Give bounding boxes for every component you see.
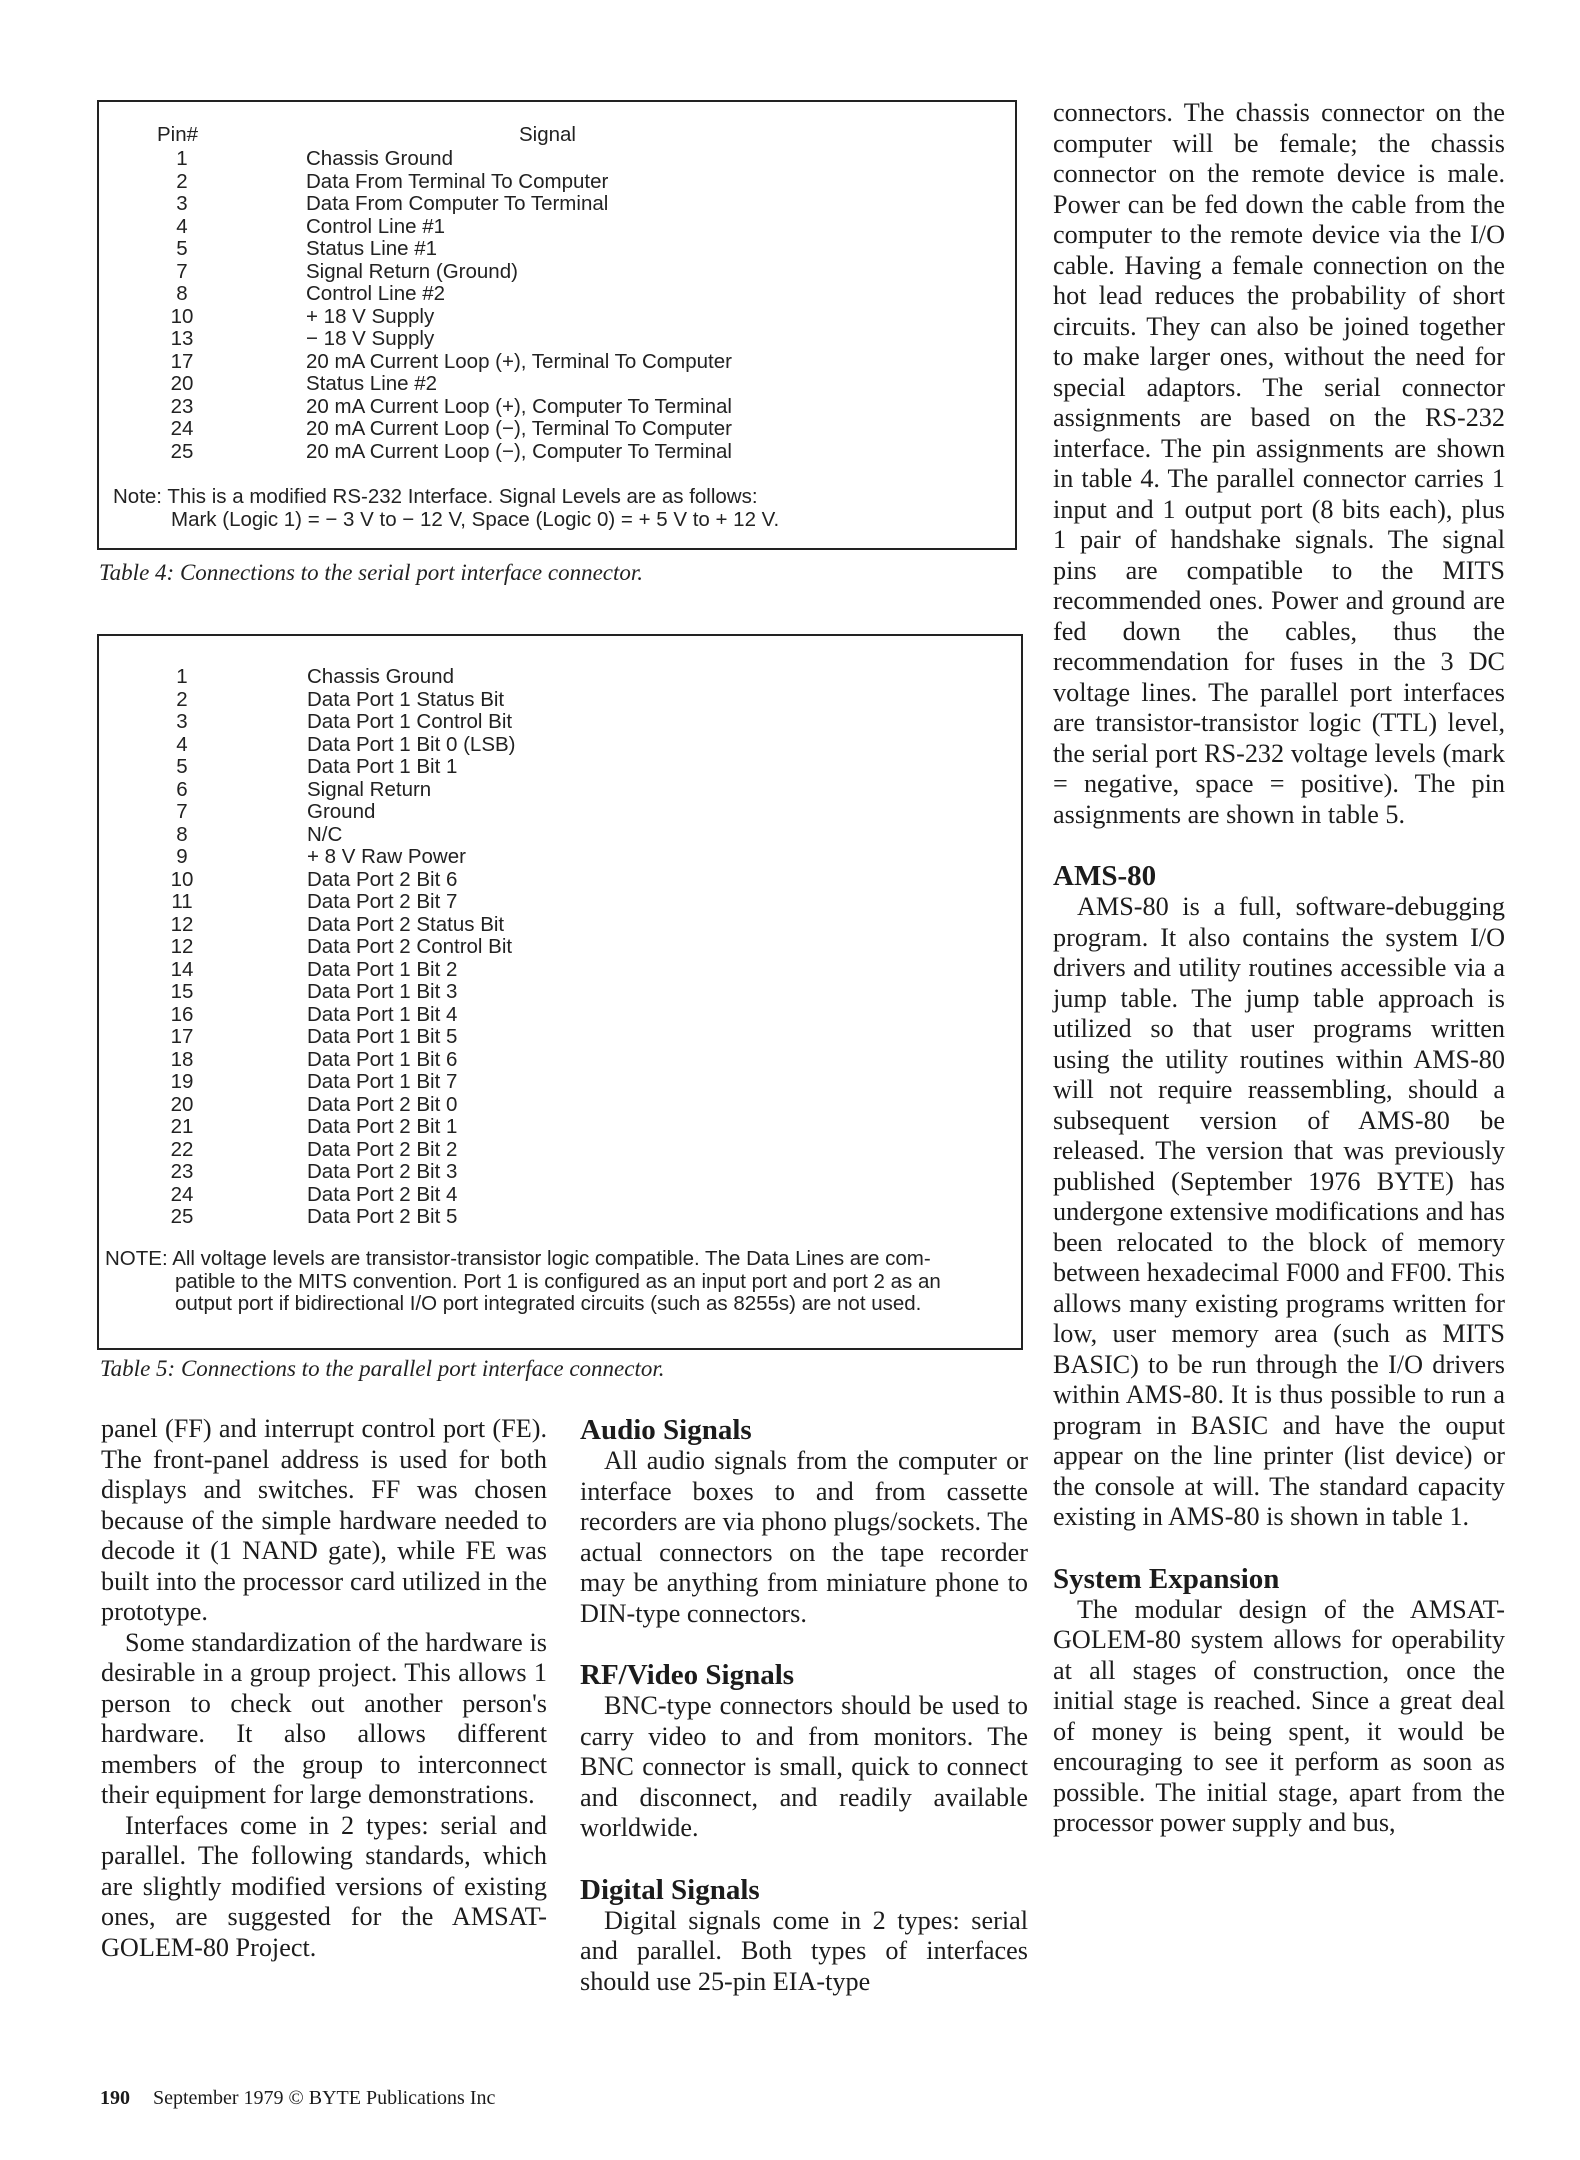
system-expansion-heading: System Expansion: [1053, 1562, 1280, 1595]
table-4-signal-column: [306, 148, 732, 463]
table-5-pin: 12: [170, 935, 194, 958]
table-4: [97, 100, 1017, 550]
table-4-pin-column: [152, 148, 212, 463]
col1-paragraph-2: Some standardization of the hardware is desirable in a group project. This allows 1 person to check out another person's hardware. It also allows different members of the group to interconnect their equipment for large demonstrations.: [101, 1627, 547, 1809]
table-4-caption: Table 4: Connections to the serial port interface connector.: [99, 560, 644, 585]
table-5-signal: Data Port 1 Bit 4: [307, 1002, 458, 1026]
table-5-pin: 1: [176, 665, 188, 688]
table-5-pin-column: [152, 666, 212, 1229]
col1-paragraph-3: Interfaces come in 2 types: serial and parallel. The following standards, which are slightly modified versions of existing ones, are suggested for the AMSAT-GOLEM-80 Project.: [101, 1810, 547, 1962]
table-5-pin: 20: [170, 1092, 194, 1116]
table-4-note: Note: This is a modified RS-232 Interface. Signal Levels are as follows: Mark (Logic 1) = − 3 V to − 12 V, Space (Logic 0) = + 5 V to + 12 V.: [113, 485, 780, 531]
ams-80-heading: AMS-80: [1053, 860, 1157, 892]
table-5-pin: 5: [176, 755, 188, 778]
table-4-pin: 8: [176, 282, 188, 305]
audio-signals-text: All audio signals from the computer or interface boxes to and from cassette recorders are via phono plugs/sockets. The actual connectors on the tape recorder may be anything from miniature phone to DIN-type connectors.: [580, 1446, 1028, 1628]
col3-paragraph-1: connectors. The chassis connector on the computer will be female; the chassis connector on the remote device is male. Power can be fed down the cable from the computer to the remote device via the I/O cable. Having a female connection on the hot lead reduces the probability of short circuits. They can also be joined together to make larger ones, without the need for special adaptors. The serial connector assignments are based on the RS-232 interface. The pin assignments are shown in table 4. The parallel connector carries 1 input and 1 output port (8 bits each), plus 1 pair of handshake signals. The signal pins are compatible to the MITS recommended ones. Power and ground are fed down the cables, thus the recommendation for fuses in the 3 DC voltage lines. The parallel port interfaces are transistor-transistor logic (TTL) level, the serial port RS-232 voltage levels (mark = negative, space = positive). The pin assignments are shown in table 5.: [1053, 98, 1505, 829]
table-5-signal: Signal Return: [307, 777, 432, 801]
table-5-pin: 7: [176, 800, 188, 823]
audio-signals-heading: Audio Signals: [580, 1414, 752, 1446]
table-5-signal: Data Port 1 Bit 5: [307, 1025, 458, 1048]
table-5: [97, 634, 1023, 1350]
table-5-pin: 9: [176, 845, 188, 868]
table-5-signal: Data Port 2 Bit 0: [307, 1092, 458, 1116]
rf-video-heading: RF/Video Signals: [580, 1659, 795, 1691]
page-number: 190: [100, 2087, 130, 2109]
table-5-pin: 12: [170, 912, 194, 936]
table-5-signal: Data Port 1 Bit 2: [307, 957, 458, 981]
table-5-pin: 16: [170, 1002, 194, 1026]
table-4-pin: 3: [176, 192, 188, 215]
table-5-pin: 18: [170, 1047, 194, 1071]
table-4-signal: Status Line #1: [306, 237, 438, 260]
table-5-signal: Data Port 1 Bit 7: [307, 1070, 458, 1093]
digital-signals-text: Digital signals come in 2 types: serial and parallel. Both types of interfaces should use 25-pin EIA-type: [580, 1905, 1028, 1996]
table-4-signal: Status Line #2: [306, 372, 438, 395]
table-5-signal: Data Port 2 Bit 7: [307, 890, 458, 913]
table-5-pin: 3: [176, 710, 188, 733]
table-5-signal: Ground: [307, 800, 376, 823]
footer-publication: September 1979 © BYTE Publications Inc: [153, 2087, 496, 2109]
table-5-signal: Data Port 2 Bit 5: [307, 1205, 458, 1228]
table-5-signal-column: [307, 666, 516, 1229]
table-4-signal: 20 mA Current Loop (−), Computer To Terminal: [306, 439, 732, 463]
table-4-pin: 4: [176, 214, 188, 238]
column-3: [1053, 98, 1505, 1839]
table-4-pin: 17: [170, 349, 194, 373]
table-4-signal: Control Line #1: [306, 214, 446, 238]
table-4-signal: Chassis Ground: [306, 147, 453, 170]
table-5-pin: 6: [176, 777, 188, 801]
table-4-pin: 13: [170, 327, 194, 350]
table-5-signal: + 8 V Raw Power: [307, 845, 466, 868]
table-4-signal: 20 mA Current Loop (+), Computer To Terminal: [306, 394, 732, 418]
table-4-pin: 20: [170, 372, 194, 395]
table-5-signal: Data Port 1 Bit 1: [307, 755, 458, 778]
table-4-signal: Signal Return (Ground): [306, 259, 518, 283]
table-5-pin: 23: [170, 1160, 194, 1183]
table-5-signal: Chassis Ground: [307, 665, 454, 688]
table-4-signal: Data From Computer To Terminal: [306, 192, 609, 215]
table-4-signal: 20 mA Current Loop (−), Terminal To Computer: [306, 417, 732, 440]
digital-signals-heading: Digital Signals: [580, 1873, 760, 1906]
table-5-signal: Data Port 1 Status Bit: [307, 687, 505, 711]
table-5-pin: 8: [176, 822, 188, 846]
table-5-caption: Table 5: Connections to the parallel port interface connector.: [100, 1356, 665, 1381]
rf-video-text: BNC-type connectors should be used to carry video to and from monitors. The BNC connector is small, quick to connect and disconnect, and readily available worldwide.: [580, 1691, 1028, 1842]
table-4-signal: Data From Terminal To Computer: [306, 169, 609, 193]
table-4-signal: Control Line #2: [306, 282, 446, 305]
page-footer: [100, 2087, 495, 2110]
table-4-pin: 10: [170, 304, 194, 328]
column-2: [580, 1414, 1028, 1997]
table-4-pin: 1: [176, 147, 188, 170]
table-5-signal: Data Port 2 Bit 2: [307, 1137, 458, 1161]
table-4-signal-header: Signal: [519, 123, 576, 146]
col1-paragraph-1: panel (FF) and interrupt control port (FE). The front-panel address is used for both displays and switches. FF was chosen because of the simple hardware needed to decode it (1 NAND gate), while FE was built into the processor card utilized in the prototype.: [101, 1414, 547, 1626]
table-4-pin: 24: [170, 417, 194, 440]
table-5-signal: Data Port 1 Bit 0 (LSB): [307, 732, 516, 756]
column-1: [101, 1414, 547, 1963]
table-5-pin: 22: [170, 1137, 194, 1161]
table-5-signal: Data Port 2 Bit 3: [307, 1160, 458, 1183]
table-4-pin: 7: [176, 259, 188, 283]
system-expansion-text: The modular design of the AMSAT-GOLEM-80 system allows for operability at all stages of construction, once the initial stage is reached. Since a great deal of money is being spent, it would be encouraging to see it perform as soon as possible. The initial stage, apart from the processor power supply and bus,: [1053, 1594, 1505, 1837]
table-5-note: NOTE: All voltage levels are transistor-transistor logic compatible. The Data Lines are com- patible to the MITS convention. Port 1 is configured as an input port and port 2 as an output port if bidirectional I/O port integrated circuits (such as 8255s) are not used.: [105, 1247, 941, 1315]
table-4-pin-header: Pin#: [157, 123, 199, 146]
table-5-signal: Data Port 2 Bit 4: [307, 1182, 458, 1206]
table-4-pin: 5: [176, 237, 188, 260]
table-5-pin: 17: [170, 1025, 194, 1048]
table-5-pin: 4: [176, 732, 188, 756]
table-5-signal: Data Port 1 Control Bit: [307, 710, 513, 733]
table-4-pin: 2: [176, 169, 188, 193]
table-5-pin: 11: [171, 890, 193, 913]
table-4-pin: 23: [170, 394, 194, 418]
table-5-pin: 2: [176, 687, 188, 711]
table-4-signal: 20 mA Current Loop (+), Terminal To Computer: [306, 349, 732, 373]
table-5-pin: 21: [170, 1115, 194, 1138]
table-5-pin: 15: [170, 980, 194, 1003]
table-5-signal: Data Port 2 Bit 6: [307, 867, 458, 891]
table-5-signal: Data Port 1 Bit 6: [307, 1047, 458, 1071]
table-5-pin: 14: [170, 957, 194, 981]
table-5-signal: Data Port 1 Bit 3: [307, 980, 458, 1003]
table-5-signal: Data Port 2 Bit 1: [307, 1115, 458, 1138]
table-4-signal: + 18 V Supply: [306, 304, 435, 328]
table-5-signal: N/C: [307, 822, 343, 846]
ams-80-text: AMS-80 is a full, software-debugging program. It also contains the system I/O drivers and utility routines accessible via a jump table. The jump table approach is utilized so that user programs written using the utility routines within AMS-80 will not require reassembling, should a subsequent version of AMS-80 be released. The version that was previously published (September 1976 BYTE) has undergone extensive modifications and has been relocated to the block of memory between hexadecimal F000 and FF00. This allows many existing programs written for low, user memory area (such as MITS BASIC) to be run through the I/O drivers within AMS-80. It is thus possible to run a program in BASIC and have the ouput appear on the line printer (list device) or the console at will. The standard capacity existing in AMS-80 is shown in table 1.: [1053, 892, 1505, 1531]
table-5-pin: 25: [170, 1205, 194, 1228]
table-5-pin: 10: [170, 867, 194, 891]
table-5-pin: 24: [170, 1182, 194, 1206]
table-4-pin: 25: [170, 439, 194, 463]
table-5-signal: Data Port 2 Control Bit: [307, 935, 513, 958]
table-4-signal: − 18 V Supply: [306, 327, 435, 350]
table-5-pin: 19: [170, 1070, 194, 1093]
table-5-signal: Data Port 2 Status Bit: [307, 912, 505, 936]
